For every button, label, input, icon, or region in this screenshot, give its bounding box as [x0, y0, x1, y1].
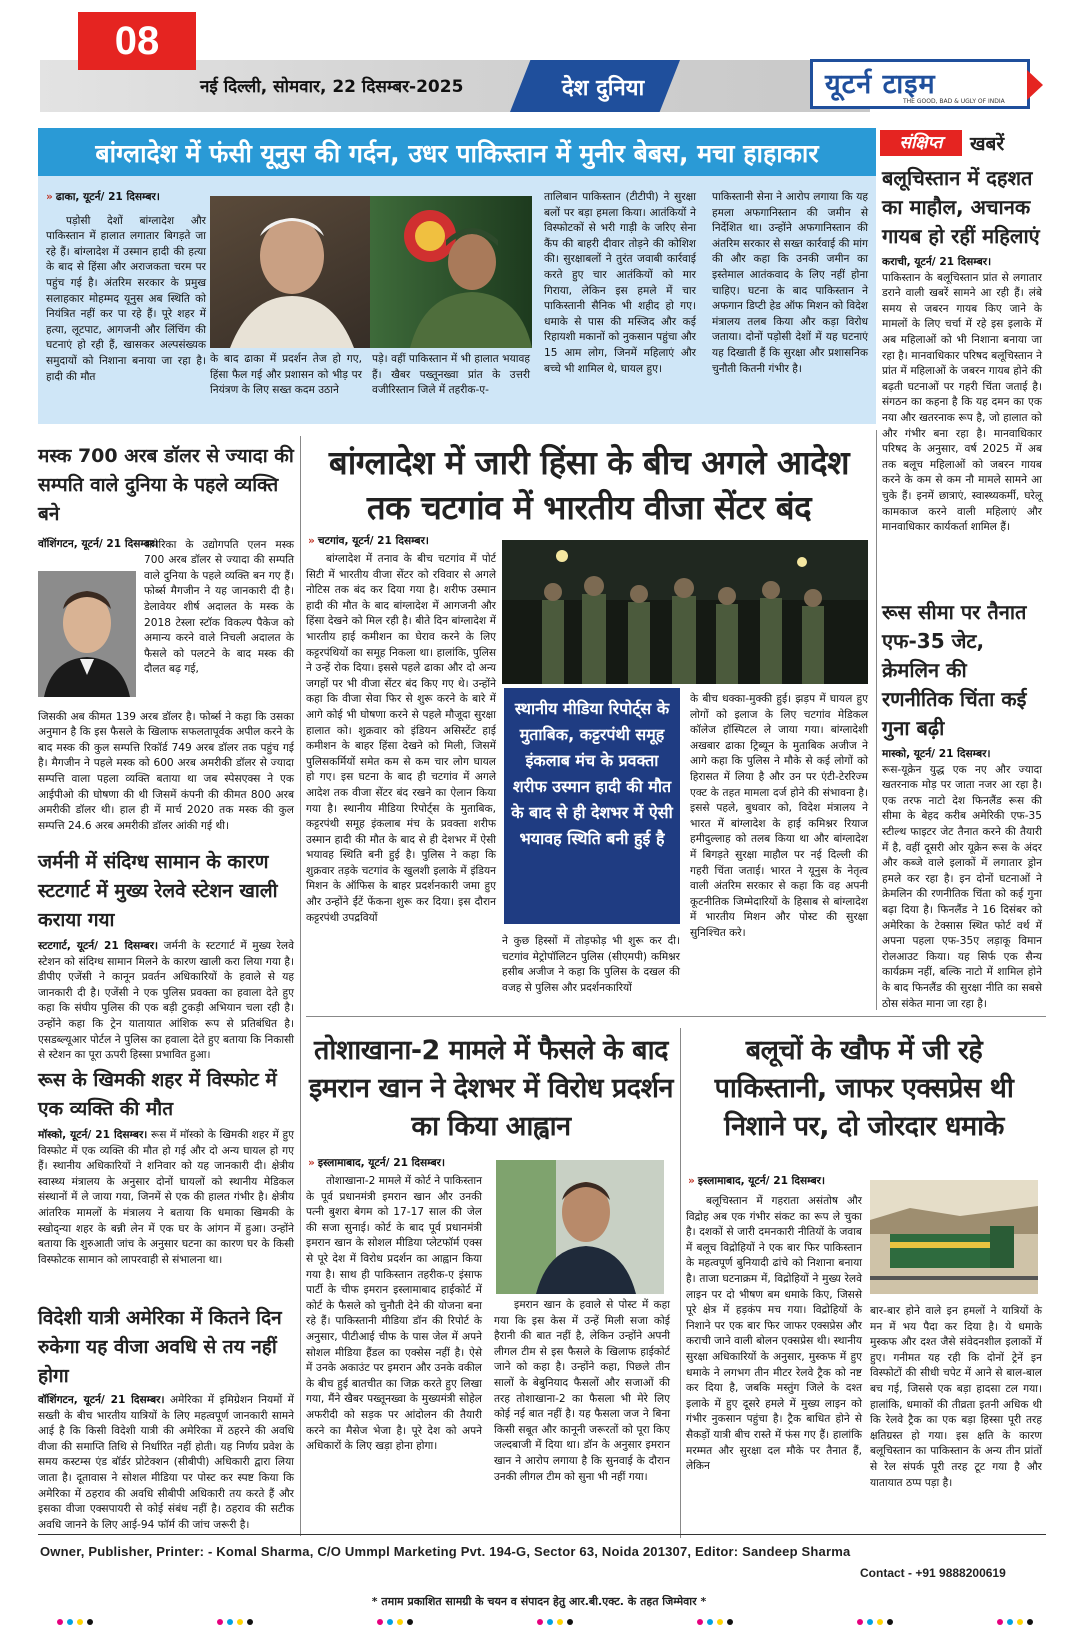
center-dateline: » चटगांव, यूटर्न/ 21 दिसम्बर।: [308, 535, 429, 547]
imran-body-2: इमरान खान के हवाले से पोस्ट में कहा गया कि इस केस में उन्हें मिली सजा कोई हैरानी की बात नहीं है, लेकिन उन्होंने अपनी लीगल टीम से इस फैसले के खिलाफ हाईकोर्ट जाने को कहा है। उन्होंने कहा, पिछले तीन सालों के बेबुनियाद फैसलों और सजाओं की तरह तोशाखाना-2 का फैसला भी मेरे लिए कोई नई बात नहीं है। यह फैसला जज ने बिना किसी सबूत और कानूनी जरूरतों को पूरा किए जल्दबाजी में दिया था। डॉन के अनुसार इमरान खान ने आरोप लगाया है कि सुनवाई के दौरान उनकी लीगल टीम को सुना भी नहीं गया।: [494, 1299, 670, 1483]
baloch-headline: बलूचों के खौफ में जी रहे पाकिस्तानी, जाफर एक्सप्रेस थी निशाने पर, दो जोरदार धमाके: [714, 1035, 1014, 1142]
khimki-body: रूस में मॉस्को के खिमकी शहर में हुए विस्फोट में एक व्यक्ति की मौत हो गई और दो अन्य घायल हो गए हैं। स्थानीय अधिकारियों ने शनिवार को यह जानकारी दी। क्षेत्रीय स्वास्थ्य मंत्रालय के अनुसार दोनों घायलों को स्थानीय मेडिकल संस्थानों में ले जाया गया, जिनमें से एक की हालत गंभीर है। क्षेत्रीय आंतरिक मामलों के मंत्रालय ने बताया कि धमाका खिमकी के स्खोद्न्या शहर के बन्नी लेन में एक घर के आंगन में हुआ। उन्होंने बताया कि शुरुआती जांच के अनुसार घटना का कारण घर के किसी विस्फोटक सामान को लापरवाही से संभालना था।: [38, 1129, 294, 1266]
lead-col-4: [544, 190, 696, 418]
logo-arrow-icon: [1027, 70, 1043, 100]
imran-col-2: [494, 1298, 670, 1534]
logo-name: यूटर्न टाइम: [825, 69, 936, 100]
train-photo: [870, 1180, 1038, 1294]
lead-col-1: [46, 190, 206, 420]
brief-2: [882, 598, 1042, 1010]
brief-2-body: रूस-यूक्रेन युद्ध एक नए और ज्यादा खतरनाक मोड़ पर जाता नजर आ रहा है। एक तरफ नाटो देश फिनलैंड रूस की सीमा के बेहद करीब अमेरिकी एफ-35 स्टील्थ फाइटर जेट तैनात करने की तैयारी में है, वहीं दूसरी ओर यूक्रेन रूस के अंदर और कब्जे वाले इलाकों में लगातार ड्रोन हमले कर रहा है। इन दोनों घटनाओं ने क्रेमलिन की रणनीतिक चिंता को कई गुना बढ़ा दिया है। फिनलैंड ने 16 दिसंबर को अमेरिका के टेक्सास स्थित फोर्ट वर्थ में अपना पहला एफ-35ए लड़ाकू विमान रोलआउट किया। यह सिर्फ एक सैन्य कार्यक्रम नहीं, बल्कि नाटो में शामिल होने के बाद फिनलैंड की सुरक्षा नीति का सबसे ठोस संकेत माना जा रहा है।: [882, 763, 1042, 1010]
lead-body-2: के बाद ढाका में प्रदर्शन तेज हो गए, हिंसा फैल गई और प्रशासन को भीड़ पर नियंत्रण के लिए सख्त कदम उठाने: [210, 353, 362, 397]
center-headline: बांग्लादेश में जारी हिंसा के बीच अगले आदेश तक चटगांव में भारतीय वीजा सेंटर बंद: [328, 443, 850, 527]
date-line: नई दिल्ली, सोमवार, 22 दिसम्बर-2025: [200, 77, 464, 97]
section-name: देश दुनिया: [561, 76, 645, 101]
baloch-col-1: [686, 1194, 862, 1534]
khimki-headline: रूस के खिमकी शहर में विस्फोट में एक व्यक्ति की मौत: [38, 1069, 277, 1120]
briefs-label: संक्षिप्त: [880, 130, 962, 156]
logo-tagline: THE GOOD, BAD & UGLY OF INDIA: [903, 98, 1005, 105]
visa-body: अमेरिका में इमिग्रेशन नियमों में सख्ती के बीच भारतीय यात्रियों के लिए महत्वपूर्ण जानकारी सामने आई है कि किसी विदेशी यात्री की अमेरिका में ठहरने की अवधि वीजा की समाप्ति तिथि से निर्धारित नहीं होती। यह निर्णय प्रवेश के समय कस्टम्स एंड बॉर्डर प्रोटेक्शन (सीबीपी) अधिकारी द्वारा लिया जाता है। दूतावास ने सोशल मीडिया पर पोस्ट कर स्पष्ट किया कि अमेरिका में ठहराव की अवधि सीबीपी अधिकारी तय करते हैं और इसका वीजा एक्सपायरी से कोई संबंध नहीं है। ठहराव की सटीक अवधि जानने के लिए आई-94 फॉर्म की जांच जरूरी है।: [38, 1394, 294, 1531]
baloch-body-1: बलूचिस्तान में गहराता असंतोष और विद्रोह अब एक गंभीर संकट का रूप ले चुका है। दशकों से जारी दमनकारी नीतियों के जवाब में बलूच विद्रोहियों ने एक बार फिर पाकिस्तान के महत्वपूर्ण बुनियादी ढांचे को निशाना बनाया है। ताजा घटनाक्रम में, विद्रोहियों ने मुख्य रेलवे लाइन पर दो भीषण बम धमाके किए, जिससे पूरे क्षेत्र में हड़कंप मच गया। विद्रोहियों के निशाने पर एक बार फिर जाफर एक्सप्रेस और कराची जाने वाली बोलन एक्सप्रेस थी। स्थानीय सुरक्षा अधिकारियों के अनुसार, मुस्कफ में हुए धमाके ने लगभग तीन मीटर रेलवे ट्रैक को नष्ट कर दिया है, जबकि मस्तुंग जिले के दश्त इलाके में हुए दूसरे हमले में मुख्य लाइन को गंभीर नुकसान पहुंचा है। ट्रैक बाधित होने से सैकड़ों यात्री बीच रास्ते में फंस गए हैं। हालांकि मरम्मत और सुरक्षा दल मौके पर तैनात हैं, लेकिन: [686, 1195, 862, 1473]
brief-1-headline: बलूचिस्तान में दहशत का माहौल, अचानक गायब हो रहीं महिलाएं: [882, 166, 1040, 248]
khimki-dateline: मॉस्को, यूटर्न/ 21 दिसम्बर।: [38, 1129, 148, 1141]
visa-story: [38, 1304, 294, 1530]
brief-1: [882, 164, 1042, 584]
imran-body-1: तोशाखाना-2 मामले में कोर्ट ने पाकिस्तान के पूर्व प्रधानमंत्री इमरान खान और उनकी पत्नी बुशरा बेगम को 17-17 साल की जेल की सजा सुनाई। कोर्ट के बाद पूर्व प्रधानमंत्री इमरान खान के सोशल मीडिया प्लेटफॉर्म एक्स से पूरे देश में विरोध प्रदर्शन का आह्वान किया गया है। साथ ही पाकिस्तान तहरीक-ए इंसाफ पार्टी के चीफ इमरान इस्लामाबाद हाईकोर्ट में कोर्ट के फैसले को चुनौती देने की योजना बना रहे हैं। पाकिस्तानी मीडिया डॉन की रिपोर्ट के अनुसार, पीटीआई चीफ के पास जेल में अपने सोशल मीडिया हैंडल का एक्सेस नहीं है। ऐसे में उनके अकाउंट पर इमरान और उनके वकील के बीच हुई बातचीत का जिक्र करते हुए लिखा गया, मैंने खैबर पख्तूनख्वा के मुख्यमंत्री सोहेल अफरीदी को सड़क पर आंदोलन की तैयारी करने का मैसेज भेजा है। पूरे देश को अपने अधिकारों के लिए खड़ा होना होगा।: [306, 1175, 482, 1453]
footer-rule: [38, 1534, 1046, 1535]
center-body-2: ने कुछ हिस्सों में तोड़फोड़ भी शुरू कर दी। चटगांव मेट्रोपॉलिटन पुलिस (सीएमपी) कमिश्नर हसीब अजीज ने कहा कि पुलिस के दखल की वजह से पुलिस और प्रदर्शनकारियों: [502, 935, 680, 994]
brief-1-body: पाकिस्तान के बलूचिस्तान प्रांत से लगातार डराने वाली खबरें सामने आ रही हैं। लंबे समय से जबरन गायब किए जाने के मामलों के लिए चर्चा में रहे इस इलाके में अब महिलाओं को भी निशाना बनाया जा रहा है। मानवाधिकार परिषद बलूचिस्तान ने प्रांत में महिलाओं के जबरन गायब होने की बढ़ती घटनाओं पर गहरी चिंता जताई है। संगठन का कहना है कि यह दमन का एक नया और खतरनाक रूप है, जो हालात को और गंभीर बना रहा है। मानवाधिकार परिषद के अनुसार, वर्ष 2025 में अब तक बलूच महिलाओं को जबरन गायब करने के कम से कम नौ मामले सामने आ चुके हैं। इनमें छात्राएं, स्वास्थ्यकर्मी, घरेलू कामकाज करने वाली महिलाएं और मानवाधिकार कार्यकर्ता शामिल हैं।: [882, 271, 1042, 534]
page-number: 08: [78, 12, 196, 70]
column-rule: [680, 1028, 681, 1538]
visa-headline: विदेशी यात्री अमेरिका में कितने दिन रुकेगा यह वीजा अवधि से तय नहीं होगा: [38, 1307, 282, 1387]
stuttgart-body: जर्मनी के स्टटगार्ट में मुख्य रेलवे स्टेशन को संदिग्ध सामान मिलने के कारण खाली करा लिया गया है। डीपीए एजेंसी ने कानून प्रवर्तन अधिकारियों के हवाले से यह जानकारी दी है। एजेंसी ने एक पुलिस प्रवक्ता का हवाला देते हुए कहा कि संघीय पुलिस की एक बड़ी टुकड़ी अभियान चला रही है। उन्होंने कहा कि ट्रेन यातायात आंशिक रूप से प्रतिबंधित है। एसडब्ल्यूआर पोर्टल ने पुलिस का हवाला देते हुए बताया कि निकासी से स्टेशन का पूरा ऊपरी हिस्सा प्रभावित हुआ।: [38, 940, 294, 1062]
newspaper-logo: [810, 59, 1030, 109]
brief-2-dateline: मास्को, यूटर्न/ 21 दिसम्बर।: [882, 748, 991, 760]
column-rule: [876, 430, 877, 1010]
disclaimer: * तमाम प्रकाशित सामग्री के चयन व संपादन हेतु आर.बी.एक्ट. के तहत जिम्मेवार *: [371, 1595, 707, 1608]
imran-col-1: [306, 1174, 482, 1534]
center-col-2: [502, 934, 680, 1004]
column-rule: [300, 436, 301, 1536]
visa-dateline: वॉशिंगटन, यूटर्न/ 21 दिसम्बर।: [38, 1394, 165, 1406]
registration-dots: [0, 1610, 1078, 1617]
lead-body-3: पड़े। वहीं पाकिस्तान में भी हालात भयावह हैं। खैबर पख्तूनख्वा प्रांत के उत्तरी वजीरिस्तान जिले में तहरीक-ए-: [372, 353, 530, 397]
center-body-1: बांग्लादेश में तनाव के बीच चटगांव में पोर्ट सिटी में भारतीय वीजा सेंटर को रविवार से अगले नोटिस तक बंद कर दिया गया है। शरीफ उस्मान हादी की मौत के बाद बांग्लादेश में आगजनी और हिंसा देखने को मिल रही है। बीते दिन बांग्लादेश में भारतीय हाई कमीशन का घेराव करने के लिए कट्टरपंथियों का समूह निकला था। हालांकि, पुलिस ने उन्हें रोक दिया। इससे पहले ढाका और दो अन्य जगहों पर भी वीजा सेंटर बंद किए गए थे। उन्होंने कहा कि वीजा सेवा फिर से शुरू करने के बारे में आगे कोई भी घोषणा करने से पहले मौजूदा सुरक्षा हालात को। शुक्रवार को इंडियन असिस्टेंट हाई कमीशन के बाहर हिंसा देखने को मिली, जिसमें पुलिसकर्मियों समेत कम से कम चार लोग घायल हो गए। इस घटना के बाद ही चटगांव में अगले आदेश तक वीजा सेंटर बंद रखने का ऐलान किया गया है। स्थानीय मीडिया रिपोर्ट्स के मुताबिक, कट्टरपंथी समूह इंकलाब मंच के प्रवक्ता शरीफ उस्मान हादी की मौत के बाद से ही देशभर में ऐसी भयावह स्थिति बनी हुई है। पुलिस ने कहा कि शुक्रवार तड़के चटगांव के खुलशी इलाके में इंडियन मिशन के ऑफिस के बाहर प्रदर्शनकारी जमा हुए और उन्होंने ईंटें फेंकना शुरू कर दिया। इस दौरान कट्टरपंथी उपद्रवियों: [306, 553, 496, 924]
section-rule: [306, 1016, 1046, 1017]
yunus-munir-photo: [210, 196, 532, 348]
stuttgart-headline: जर्मनी में संदिग्ध सामान के कारण स्टटगार्ट में मुख्य रेलवे स्टेशन खाली कराया गया: [38, 851, 278, 931]
baloch-col-2: [870, 1304, 1042, 1534]
center-col-1: [306, 552, 496, 1002]
stuttgart-dateline: स्टटगार्ट, यूटर्न/ 21 दिसम्बर।: [38, 940, 159, 952]
lead-col-2: [210, 352, 362, 418]
lead-col-5: [712, 190, 868, 418]
imran-dateline: » इस्लामाबाद, यूटर्न/ 21 दिसम्बर।: [308, 1157, 446, 1169]
baloch-dateline: » इस्लामाबाद, यूटर्न/ 21 दिसम्बर।: [688, 1175, 826, 1187]
imran-headline: तोशाखाना-2 मामले में फैसले के बाद इमरान खान ने देशभर में विरोध प्रदर्शन का किया आह्वान: [309, 1035, 673, 1142]
baloch-body-2: बार-बार होने वाले इन हमलों ने यात्रियों के मन में भय पैदा कर दिया है। ये धमाके मुस्कफ और दश्त जैसे संवेदनशील इलाकों में हुए। गनीमत यह रही कि दोनों ट्रेनें इन विस्फोटों की सीधी चपेट में आने से बाल-बाल बच गई, जिससे एक बड़ा हादसा टल गया। हालांकि, धमाकों की तीव्रता इतनी अधिक थी कि रेलवे ट्रैक का एक बड़ा हिस्सा पूरी तरह क्षतिग्रस्त हो गया। इस क्षति के कारण बलूचिस्तान का पाकिस्तान के अन्य तीन प्रांतों से रेल संपर्क पूरी तरह टूट गया है और यातायात ठप्प पड़ा है।: [870, 1305, 1042, 1489]
lead-body-4: तालिबान पाकिस्तान (टीटीपी) ने सुरक्षा बलों पर बड़ा हमला किया। आतंकियों ने विस्फोटकों से भरी गाड़ी के जरिए सेना कैंप की बाहरी दीवार तोड़ने की कोशिश की। सुरक्षाबलों ने तुरंत जवाबी कार्रवाई करते हुए चार आतंकियों को मार गिराया, लेकिन इस हमले में चार पाकिस्तानी सैनिक भी शहीद हो गए। धमाके से पास की मस्जिद और कई रिहायशी मकानों को नुकसान पहुंचा और 15 आम लोग, जिनमें महिलाएं और बच्चे भी शामिल थे, घायल हुए।: [544, 191, 696, 375]
imran-photo: [496, 1160, 664, 1294]
brief-1-dateline: कराची, यूटर्न/ 21 दिसम्बर।: [882, 256, 992, 268]
lead-col-3: [372, 352, 530, 418]
lead-body-5: पाकिस्तानी सेना ने आरोप लगाया कि यह हमला अफगानिस्तान की जमीन से निर्देशित था। उन्होंने अफगानिस्तान की अंतरिम सरकार से सख्त कार्रवाई की मांग की और कहा कि उनकी जमीन का इस्तेमाल आतंकवाद के लिए नहीं होना चाहिए। घटना के बाद पाकिस्तान ने अफगान डिप्टी हेड ऑफ मिशन को विदेश मंत्रालय तलब किया और कड़ा विरोध जताया। दोनों पड़ोसी देशों में यह घटनाएं यह दिखाती हैं कि सुरक्षा और प्रशासनिक चुनौती कितनी गंभीर है।: [712, 191, 868, 375]
lead-headline: बांग्लादेश में फंसी यूनुस की गर्दन, उधर पाकिस्तान में मुनीर बेबस, मचा हाहाकार: [95, 139, 819, 168]
center-col-3: [690, 692, 868, 1004]
center-body-3: के बीच धक्का-मुक्की हुई। झड़प में घायल हुए लोगों को इलाज के लिए चटगांव मेडिकल कॉलेज हॉस्पिटल ले जाया गया। बांग्लादेशी अखबार ढाका ट्रिब्यून के मुताबिक अजीज ने आगे कहा कि पुलिस ने मौके से कई लोगों को हिरासत में लिया है और उन पर एंटी-टेररिज्म एक्ट के तहत मामला दर्ज होने की संभावना है। इससे पहले, बुधवार को, विदेश मंत्रालय ने भारत में बांग्लादेश के हाई कमिश्नर रियाज हमीदुल्लाह को तलब किया था और बांग्लादेश में बिगड़ते सुरक्षा माहौल पर नई दिल्ली की गहरी चिंता जताई। भारत ने यूनुस के नेतृत्व वाली अंतरिम सरकार से कहा कि वह अपनी कूटनीतिक जिम्मेदारियों के हिसाब से बांग्लादेश में भारतीय मिशन और पोस्ट की सुरक्षा सुनिश्चित करे।: [690, 693, 868, 939]
chattogram-photo: [502, 540, 868, 684]
musk-headline: मस्क 700 अरब डॉलर से ज्यादा की सम्पति वाले दुनिया के पहले व्यक्ति बने: [38, 445, 294, 525]
briefs-header: [880, 130, 1050, 156]
musk-body: जिसकी अब कीमत 139 अरब डॉलर है। फोर्ब्स ने कहा कि उसका अनुमान है कि इस फैसले के खिलाफ सफलतापूर्वक अपील करने के बाद मस्क की कुल सम्पत्ति रिकॉर्ड 749 अरब डॉलर तक पहुंच गई है। मैगजीन ने पहले मस्क को 600 अरब अमरीकी डॉलर से ज्यादा सम्पत्ति वाला पहला व्यक्ति बताया था जब स्पेसएक्स ने एक आईपीओ की घोषणा की थी जिसमें कंपनी की कीमत 800 अरब अमरीकी डॉलर थी। हाल ही में मार्च 2020 तक मस्क की कुल सम्पत्ति 24.6 अरब अमरीकी डॉलर आंकी गई थी।: [38, 710, 294, 832]
musk-photo: [38, 571, 136, 697]
musk-body-side: अमेरिका के उद्योगपति एलन मस्क 700 अरब डॉलर से ज्यादा की सम्पति वाले दुनिया के पहले व्यक्ति बन गए हैं। फोर्ब्स मैगजीन ने यह जानकारी दी है। डेलावेयर शीर्ष अदालत के मस्क के 2018 टेस्ला स्टॉक विकल्प पैकेज को अमान्य करने वाले निचली अदालत के फैसले को पलटने के बाद मस्क की दौलत बढ़ गई,: [144, 538, 294, 676]
lead-body-1: पड़ोसी देशों बांग्लादेश और पाकिस्तान में हालात लगातार बिगड़ते जा रहे हैं। बांग्लादेश में उस्मान हादी की हत्या के बाद से हिंसा और अराजकता चरम पर पहुंच गई है। अंतरिम सरकार के प्रमुख सलाहकार मोहम्मद यूनुस अब स्थिति को नियंत्रित नहीं कर पा रहे हैं। पूरे शहर में हत्या, लूटपाट, आगजनी और लिंचिंग की घटनाएं हो रही हैं, खासकर अल्पसंख्यक समुदायों को निशाना बनाया जा रहा है। हादी की मौत: [46, 214, 206, 383]
imprint-line: Owner, Publisher, Printer: - Komal Sharma, C/O Ummpl Marketing Pvt. 194-G, Sector 63, Noida 201307, Editor: Sandeep Sharma: [40, 1544, 851, 1559]
musk-dateline: वॉशिंगटन, यूटर्न/ 21 दिसम्बर।: [38, 538, 159, 550]
briefs-label-news: खबरें: [970, 133, 1005, 155]
brief-2-headline: रूस सीमा पर तैनात एफ-35 जेट, क्रेमलिन की रणनीतिक चिंता कई गुना बढ़ी: [882, 600, 1027, 740]
khimki-story: [38, 1066, 294, 1300]
contact-line: Contact - +91 9888200619: [860, 1566, 1006, 1580]
lead-dateline: » ढाका, यूटर्न/ 21 दिसम्बर।: [46, 191, 160, 203]
stuttgart-story: [38, 848, 294, 1062]
musk-story: [38, 442, 294, 842]
pull-quote: स्थानीय मीडिया रिपोर्ट्स के मुताबिक, कट्टरपंथी समूह इंकलाब मंच के प्रवक्ता शरीफ उस्मान हादी की मौत के बाद से ही देशभर में ऐसी भयावह स्थिति बनी हुई है: [504, 688, 680, 924]
